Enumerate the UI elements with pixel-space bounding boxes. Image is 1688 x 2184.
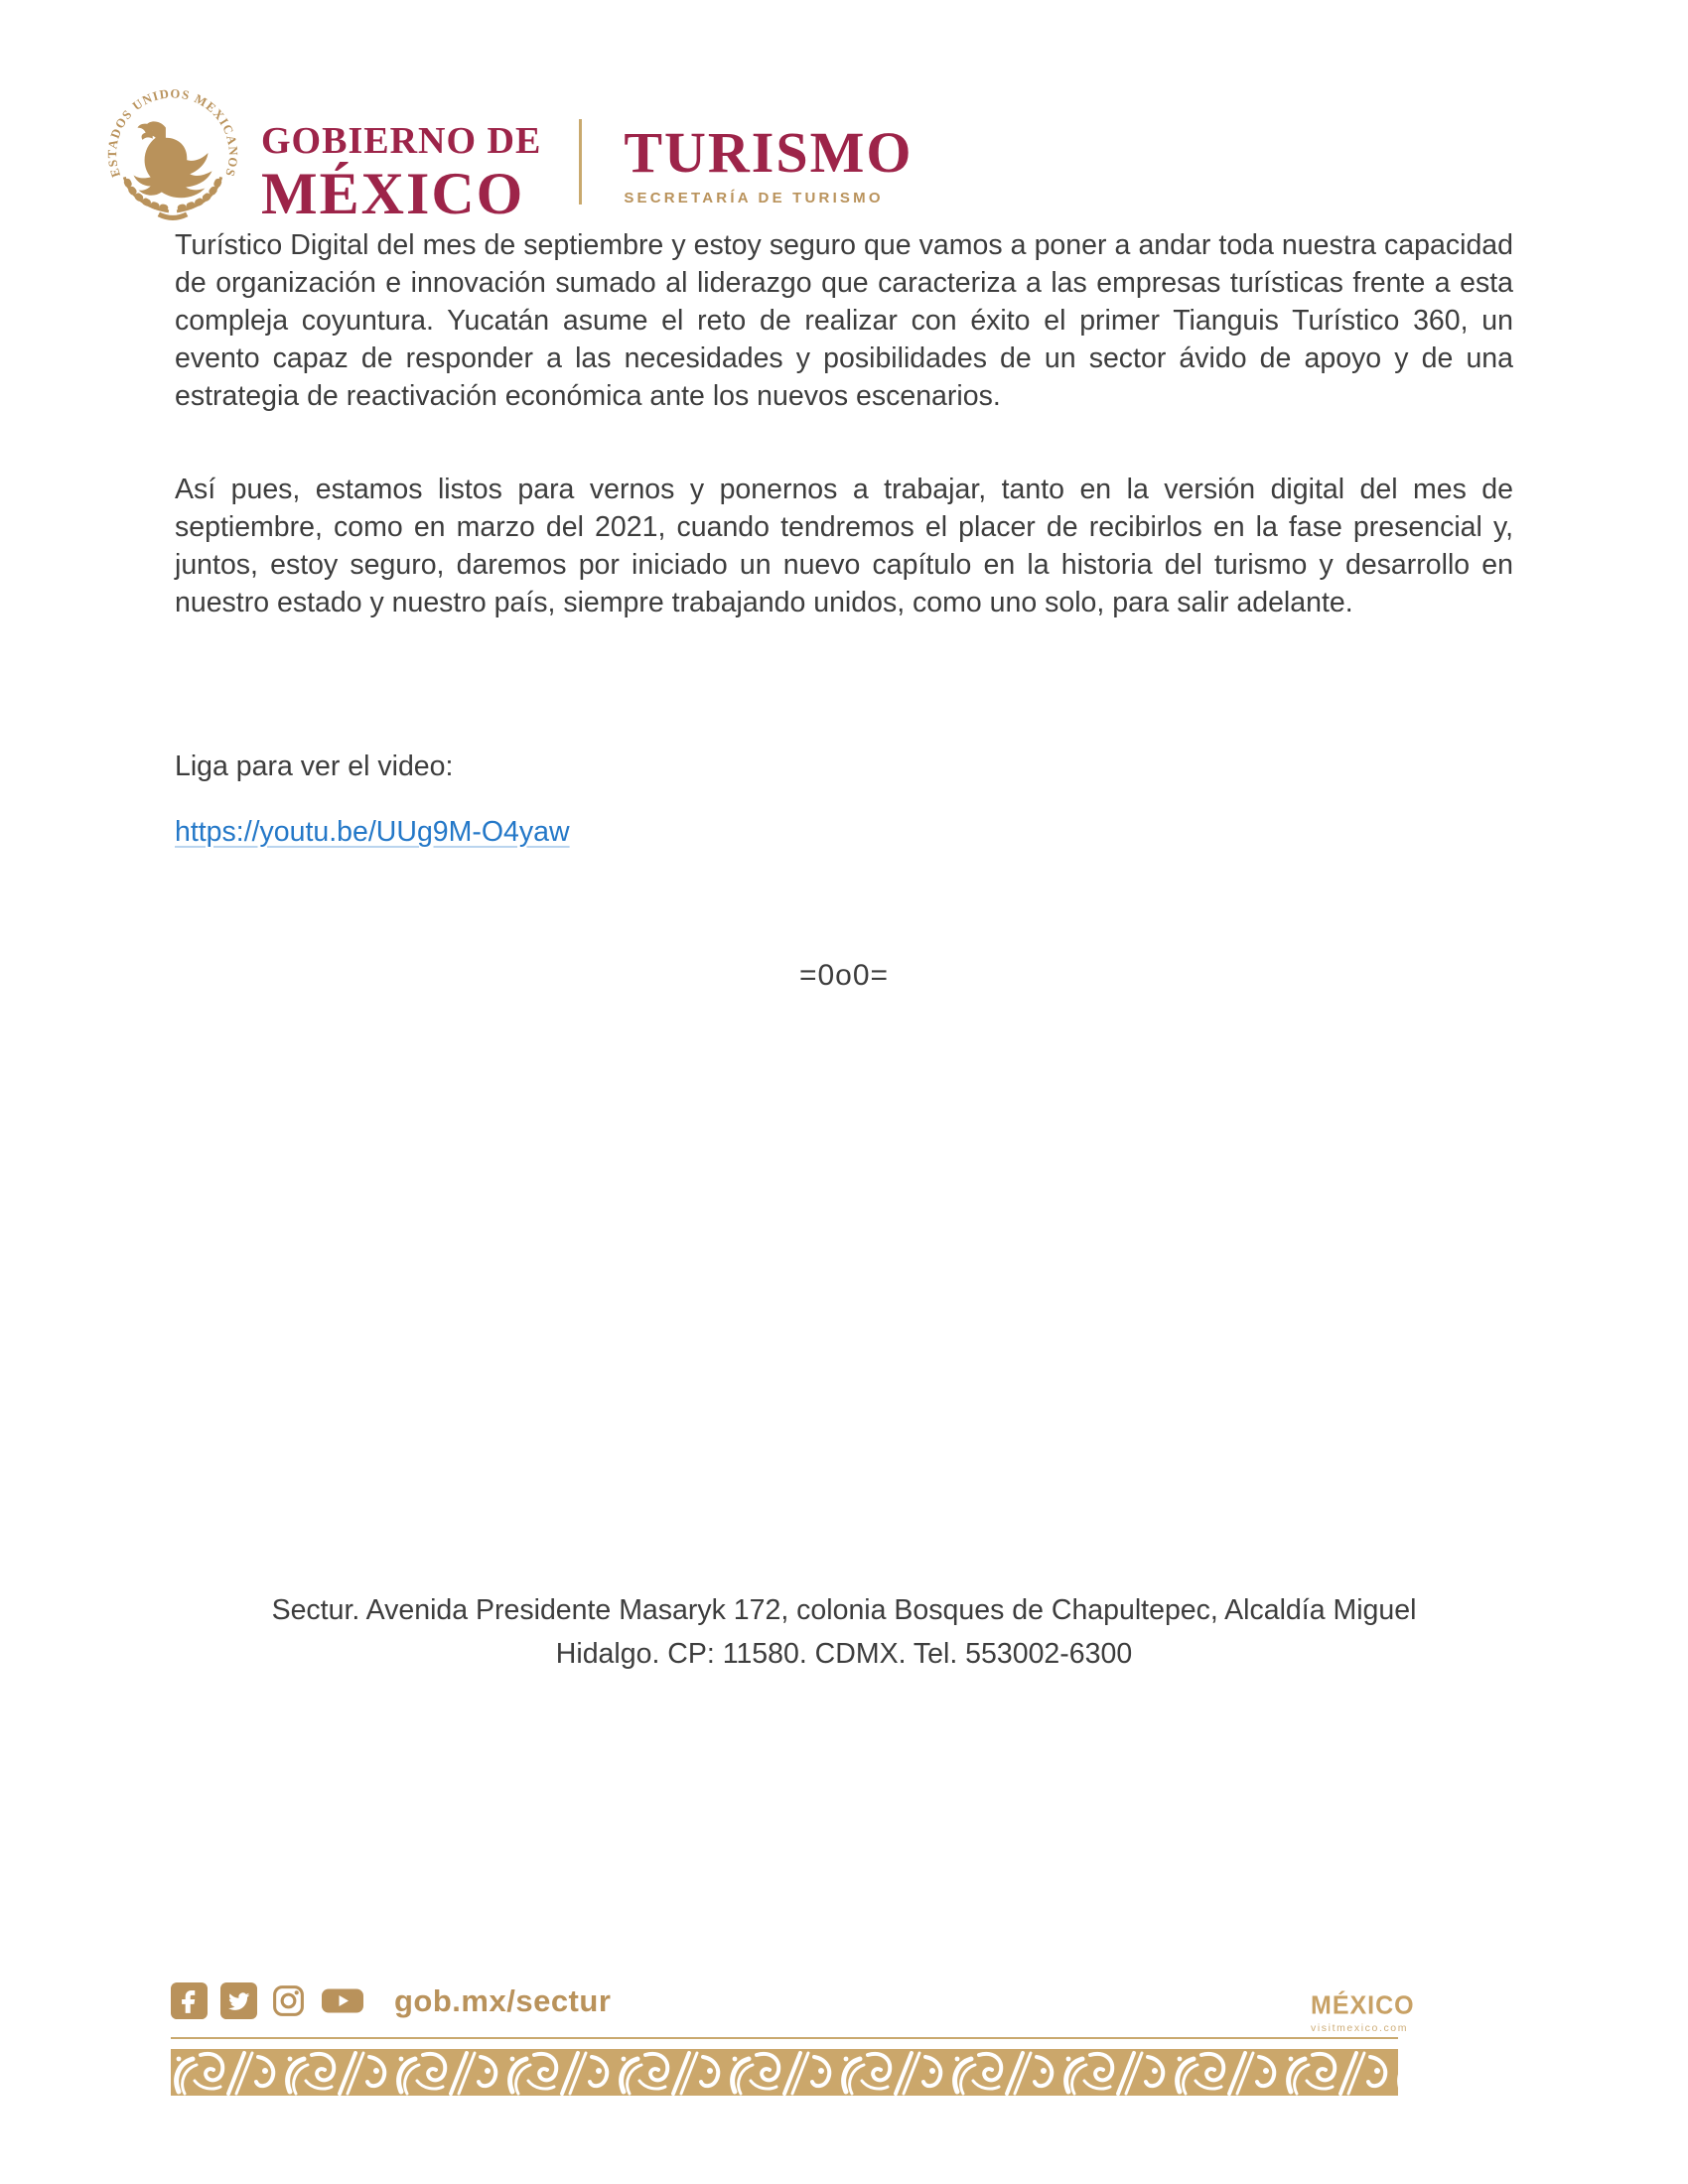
footer-address: [175, 1588, 1513, 1676]
twitter-icon: [220, 1982, 257, 2019]
emblem-arc-text: ESTADOS UNIDOS MEXICANOS: [105, 86, 240, 180]
visitmexico-logo: [1311, 1990, 1415, 2034]
wordmark-line2: MÉXICO: [261, 161, 525, 226]
turismo-title: TURISMO: [624, 120, 914, 185]
header: [102, 82, 914, 226]
visitmexico-brand: MÉXICO: [1311, 1990, 1415, 2020]
eagle-glyph: [124, 121, 220, 217]
gobierno-de-mexico-wordmark: [261, 120, 542, 226]
instagram-icon: [270, 1982, 307, 2019]
header-divider: [579, 119, 582, 205]
turismo-subtitle: SECRETARÍA DE TURISMO: [624, 190, 884, 206]
youtube-icon: [320, 1982, 365, 2019]
paragraph-2: Así pues, estamos listos para vernos y ponernos a trabajar, tanto en la versión digital del mes de septiembre, como en marzo del 2021, cuando tendremos el placer de recibirlos en la fase presencial y, juntos, estoy seguro, daremos por iniciado un nuevo capítulo en la historia del turismo y desarrollo en nuestro estado y nuestro país, siempre trabajando unidos, como uno solo, para salir adelante.: [175, 474, 1513, 618]
video-link[interactable]: https://youtu.be/UUg9M-O4yaw: [175, 816, 570, 848]
visitmexico-url: visitmexico.com: [1311, 2022, 1409, 2034]
gobmx-site-label: gob.mx/sectur: [394, 1982, 612, 2018]
paragraph-1: Turístico Digital del mes de septiembre y estoy seguro que vamos a poner a andar toda nuestra capacidad de organización e innovación sumado al liderazgo que caracteriza a las empresas turísticas frente a esta compleja coyuntura. Yucatán asume el reto de realizar con éxito el primer Tianguis Turístico 360, un evento capaz de responder a las necesidades y posibilidades de un sector ávido de apoyo y de una estrategia de reactivación económica ante los nuevos escenarios.: [175, 229, 1513, 412]
wordmark-line1: GOBIERNO DE: [261, 120, 542, 162]
facebook-icon: [171, 1982, 208, 2019]
address-line-1: Sectur. Avenida Presidente Masaryk 172, colonia Bosques de Chapultepec, Alcaldía Miguel: [271, 1594, 1417, 1626]
turismo-logo: [624, 120, 914, 206]
mexico-coat-of-arms-icon: [102, 82, 243, 223]
video-label: Liga para ver el video:: [175, 751, 454, 782]
address-line-2: Hidalgo. CP: 11580. CDMX. Tel. 553002-6300: [555, 1638, 1133, 1670]
end-separator: =0o0=: [798, 959, 890, 992]
footer-hairline: [171, 2037, 1398, 2039]
decorative-greca-band: [171, 2049, 1398, 2096]
video-link-row: [175, 816, 570, 849]
footer-social-row: [171, 1982, 611, 2019]
